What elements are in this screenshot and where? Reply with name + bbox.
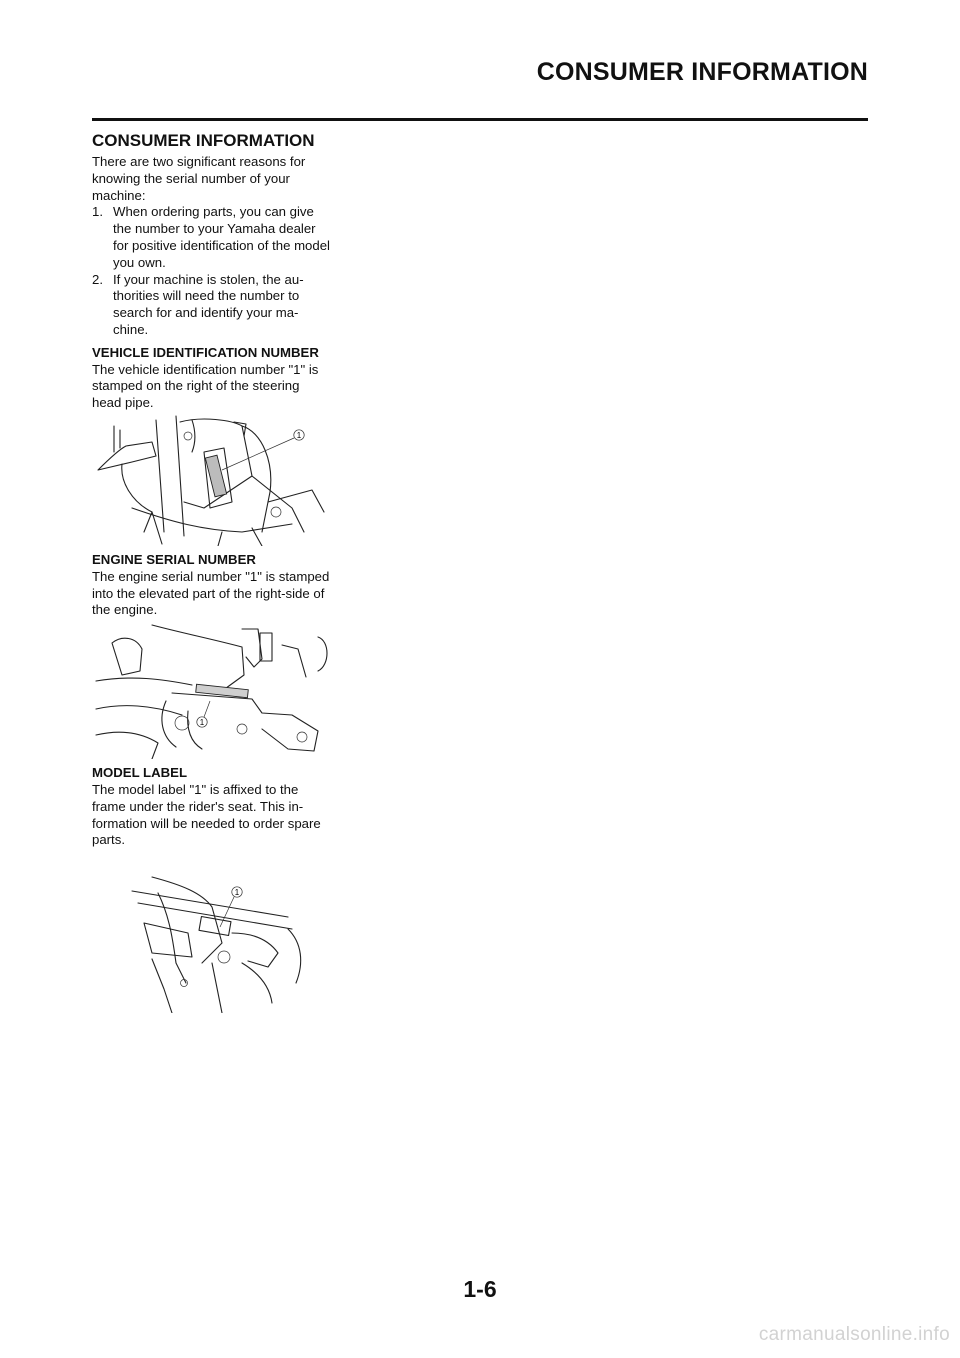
- engine-illustration: [92, 619, 330, 759]
- watermark: carmanualsonline.info: [758, 1324, 950, 1345]
- engine-paragraph: The engine serial number "1" is stamped into the elevated part of the right-side of the engine.: [92, 568, 330, 618]
- callout-number: 1: [234, 888, 240, 898]
- header-rule: [92, 118, 868, 121]
- list-item-number: 1.: [92, 204, 103, 220]
- engine-heading: ENGINE SERIAL NUMBER: [92, 551, 256, 567]
- intro-paragraph: There are two significant reasons for knowing the serial number of your machine:: [92, 154, 306, 203]
- callout-number: 1: [199, 718, 205, 728]
- model-label-paragraph: The model label "1" is affixed to the frame under the rider's seat. This in-formation will be needed to order spare parts.: [92, 781, 321, 848]
- list-item-text: If your machine is stolen, the au-thorities will need the number to search for and identify your ma-chine.: [113, 271, 304, 337]
- vin-paragraph: The vehicle identification number "1" is stamped on the right of the steering head pipe.: [92, 361, 319, 411]
- steering-head-illustration: [92, 412, 330, 546]
- model-label-illustration: [92, 863, 330, 1013]
- content-column: [92, 131, 330, 1013]
- list-item: [92, 272, 330, 339]
- page-number: 1-6: [463, 1276, 497, 1302]
- vin-heading: VEHICLE IDENTIFICATION NUMBER: [92, 344, 319, 360]
- page-header-title: CONSUMER INFORMATION: [536, 58, 868, 86]
- list-item: [92, 204, 330, 271]
- list-item-text: When ordering parts, you can give the number to your Yamaha dealer for positive identification of the model you own.: [113, 204, 330, 270]
- callout-number: 1: [296, 430, 302, 440]
- list-item-number: 2.: [92, 271, 103, 287]
- model-label-heading: MODEL LABEL: [92, 765, 187, 781]
- section-title: CONSUMER INFORMATION: [92, 131, 315, 150]
- reasons-list: [92, 204, 330, 338]
